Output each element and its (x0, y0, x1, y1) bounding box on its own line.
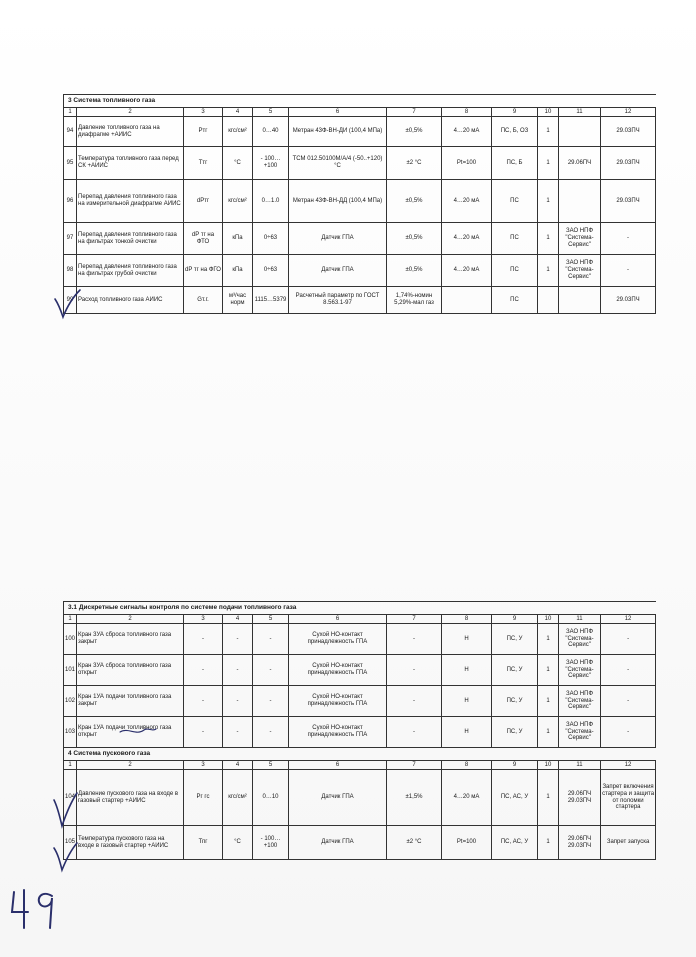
sensor: Датчик ГПА (289, 770, 387, 826)
signal: 4…20 мА (442, 255, 492, 287)
header-cell: 4 (223, 761, 253, 770)
fuel-gas-table (63, 94, 656, 314)
discrete-and-start-gas-table (63, 601, 656, 860)
col-12: 29.03ПЧ (601, 117, 656, 147)
row-number: 100 (64, 624, 77, 655)
unit: - (223, 655, 253, 686)
row-number: 99 (64, 287, 77, 314)
sensor: Сухой НО-контакт принадлежность ГПА (289, 717, 387, 748)
designation: - (184, 717, 223, 748)
row-number: 101 (64, 655, 77, 686)
quantity: 1 (538, 223, 559, 255)
signal: 4…20 мА (442, 117, 492, 147)
header-cell: 8 (442, 108, 492, 117)
signal: Pt=100 (442, 826, 492, 860)
header-cell: 8 (442, 615, 492, 624)
parameter-name: Перепад давления топливного газа на измерительной диафрагме АИИС (77, 180, 184, 223)
accuracy: 1,74%-номин 5,29%-мал газ (387, 287, 442, 314)
sensor: Расчетный параметр по ГОСТ 8.563.1-97 (289, 287, 387, 314)
signal: 4…20 мА (442, 770, 492, 826)
header-cell: 11 (559, 761, 601, 770)
parameter-name: Кран 1УА подачи топливного газа закрыт (77, 686, 184, 717)
parameter-name: Перепад давления топливного газа на фильтрах грубой очистки (77, 255, 184, 287)
unit: - (223, 624, 253, 655)
col-11: 29.06ПЧ (559, 147, 601, 180)
col-12: Запрет включения стартера и защита от поломки стартера (601, 770, 656, 826)
sensor: Сухой НО-контакт принадлежность ГПА (289, 655, 387, 686)
header-cell: 2 (77, 108, 184, 117)
header-cell: 1 (64, 108, 77, 117)
parameter-name: Температура топливного газа перед СК +АИИС (77, 147, 184, 180)
col-12: - (601, 717, 656, 748)
quantity: 1 (538, 826, 559, 860)
row-number: 95 (64, 147, 77, 180)
function: ПС, Б, ОЗ (492, 117, 538, 147)
unit: °С (223, 826, 253, 860)
accuracy: ±1,5% (387, 770, 442, 826)
col-12: 29.03ПЧ (601, 180, 656, 223)
function: ПС (492, 255, 538, 287)
designation: dP тг на ФТО (184, 223, 223, 255)
accuracy: ±0,5% (387, 223, 442, 255)
col-12: Запрет запуска (601, 826, 656, 860)
col-11 (559, 117, 601, 147)
col-11: 29.06ПЧ 29.03ПЧ (559, 770, 601, 826)
table-row (64, 287, 656, 314)
range: - (253, 624, 289, 655)
header-cell: 11 (559, 108, 601, 117)
quantity: 1 (538, 624, 559, 655)
quantity: 1 (538, 717, 559, 748)
table-row (64, 180, 656, 223)
function: ПС, У (492, 655, 538, 686)
table-row (64, 717, 656, 748)
signal: Н (442, 655, 492, 686)
col-11: ЗАО НПФ "Система-Сервис" (559, 223, 601, 255)
parameter-name: Температура пускового газа на входе в газовый стартер +АИИС (77, 826, 184, 860)
function: ПС, У (492, 686, 538, 717)
quantity (538, 287, 559, 314)
designation: - (184, 686, 223, 717)
unit: кгс/см² (223, 117, 253, 147)
section-title: 3.1 Дискретные сигналы контроля по системе подачи топливного газа (64, 602, 656, 615)
col-11 (559, 180, 601, 223)
parameter-name: Кран 3УА сброса топливного газа закрыт (77, 624, 184, 655)
quantity: 1 (538, 655, 559, 686)
accuracy: ±0,5% (387, 180, 442, 223)
quantity: 1 (538, 770, 559, 826)
header-cell: 11 (559, 615, 601, 624)
range: - (253, 686, 289, 717)
table-row (64, 117, 656, 147)
unit: м³/час норм (223, 287, 253, 314)
sensor: Датчик ГПА (289, 223, 387, 255)
unit: кПа (223, 255, 253, 287)
header-cell: 12 (601, 615, 656, 624)
col-11 (559, 287, 601, 314)
row-number: 103 (64, 717, 77, 748)
col-12: - (601, 655, 656, 686)
quantity: 1 (538, 147, 559, 180)
sensor: ТСМ 012.50100М/А/4 (-50..+120) °С (289, 147, 387, 180)
sensor: Метран 43Ф-ВН-ДИ (100,4 МПа) (289, 117, 387, 147)
signal (442, 287, 492, 314)
header-cell: 1 (64, 615, 77, 624)
range: - 100…+100 (253, 826, 289, 860)
unit: - (223, 686, 253, 717)
parameter-name: Перепад давления топливного газа на фильтрах тонкой очистки (77, 223, 184, 255)
function: ПС (492, 223, 538, 255)
header-cell: 3 (184, 761, 223, 770)
accuracy: - (387, 717, 442, 748)
accuracy: - (387, 624, 442, 655)
function: ПС, У (492, 717, 538, 748)
function: ПС, У (492, 624, 538, 655)
header-cell: 1 (64, 761, 77, 770)
unit: - (223, 717, 253, 748)
signal: Pt=100 (442, 147, 492, 180)
row-number: 104 (64, 770, 77, 826)
header-cell: 5 (253, 761, 289, 770)
range: 0…1.0 (253, 180, 289, 223)
table-row (64, 655, 656, 686)
table-row (64, 624, 656, 655)
header-cell: 7 (387, 108, 442, 117)
function: ПС, АС, У (492, 826, 538, 860)
col-12: - (601, 255, 656, 287)
sensor: Метран 43Ф-ВН-ДД (100,4 МПа) (289, 180, 387, 223)
col-12: - (601, 223, 656, 255)
signal: Н (442, 717, 492, 748)
sensor: Датчик ГПА (289, 826, 387, 860)
range: 1115…5379 (253, 287, 289, 314)
unit: °С (223, 147, 253, 180)
function: ПС (492, 180, 538, 223)
range: 0…40 (253, 117, 289, 147)
header-cell: 6 (289, 615, 387, 624)
parameter-name: Кран 3УА сброса топливного газа открыт (77, 655, 184, 686)
header-cell: 5 (253, 615, 289, 624)
row-number: 102 (64, 686, 77, 717)
unit: кгс/см² (223, 180, 253, 223)
col-11: ЗАО НПФ "Система-Сервис" (559, 717, 601, 748)
table-row (64, 223, 656, 255)
header-cell: 2 (77, 761, 184, 770)
quantity: 1 (538, 180, 559, 223)
quantity: 1 (538, 117, 559, 147)
col-12: - (601, 686, 656, 717)
signal: Н (442, 686, 492, 717)
col-11: 29.06ПЧ 29.03ПЧ (559, 826, 601, 860)
designation: Gт.г. (184, 287, 223, 314)
row-number: 97 (64, 223, 77, 255)
header-cell: 12 (601, 108, 656, 117)
accuracy: - (387, 655, 442, 686)
header-cell: 4 (223, 615, 253, 624)
range: - (253, 655, 289, 686)
accuracy: - (387, 686, 442, 717)
col-11: ЗАО НПФ "Система-Сервис" (559, 255, 601, 287)
header-cell: 3 (184, 615, 223, 624)
designation: - (184, 655, 223, 686)
accuracy: ±2 °С (387, 826, 442, 860)
function: ПС (492, 287, 538, 314)
header-cell: 10 (538, 108, 559, 117)
designation: - (184, 624, 223, 655)
col-11: ЗАО НПФ "Система-Сервис" (559, 624, 601, 655)
header-cell: 9 (492, 108, 538, 117)
header-cell: 10 (538, 615, 559, 624)
signal: 4…20 мА (442, 223, 492, 255)
header-cell: 9 (492, 615, 538, 624)
table-row (64, 770, 656, 826)
section-title: 3 Система топливного газа (64, 95, 656, 108)
header-row (64, 108, 656, 117)
function: ПС, АС, У (492, 770, 538, 826)
unit: кПа (223, 223, 253, 255)
row-number: 96 (64, 180, 77, 223)
sensor: Датчик ГПА (289, 255, 387, 287)
table-row (64, 147, 656, 180)
header-cell: 6 (289, 108, 387, 117)
header-row (64, 615, 656, 624)
sensor: Сухой НО-контакт принадлежность ГПА (289, 624, 387, 655)
header-cell: 6 (289, 761, 387, 770)
section-title: 4 Система пускового газа (64, 748, 656, 761)
header-cell: 7 (387, 615, 442, 624)
parameter-name: Давление пускового газа на входе в газовый стартер +АИИС (77, 770, 184, 826)
row-number: 94 (64, 117, 77, 147)
range: 0…10 (253, 770, 289, 826)
row-number: 98 (64, 255, 77, 287)
range: 0÷63 (253, 255, 289, 287)
row-number: 105 (64, 826, 77, 860)
col-12: 29.03ПЧ (601, 147, 656, 180)
accuracy: ±0,5% (387, 255, 442, 287)
table-row (64, 686, 656, 717)
designation: Ттг (184, 147, 223, 180)
quantity: 1 (538, 255, 559, 287)
header-cell: 2 (77, 615, 184, 624)
designation: Ртг (184, 117, 223, 147)
col-11: ЗАО НПФ "Система-Сервис" (559, 655, 601, 686)
designation: dP тг на ФГО (184, 255, 223, 287)
parameter-name: Давление топливного газа на диафрагме +АИИС (77, 117, 184, 147)
header-cell: 5 (253, 108, 289, 117)
table-row (64, 826, 656, 860)
header-cell: 10 (538, 761, 559, 770)
designation: Тпг (184, 826, 223, 860)
col-12: - (601, 624, 656, 655)
sensor: Сухой НО-контакт принадлежность ГПА (289, 686, 387, 717)
header-cell: 9 (492, 761, 538, 770)
header-cell: 8 (442, 761, 492, 770)
range: - (253, 717, 289, 748)
parameter-name: Расход топливного газа АИИС (77, 287, 184, 314)
parameter-name: Кран 1УА подачи топливного газа открыт (77, 717, 184, 748)
unit: кгс/см² (223, 770, 253, 826)
header-cell: 7 (387, 761, 442, 770)
designation: Рг гс (184, 770, 223, 826)
header-cell: 3 (184, 108, 223, 117)
col-12: 29.03ПЧ (601, 287, 656, 314)
header-cell: 12 (601, 761, 656, 770)
range: 0÷63 (253, 223, 289, 255)
signal: 4…20 мА (442, 180, 492, 223)
function: ПС, Б (492, 147, 538, 180)
accuracy: ±2 °С (387, 147, 442, 180)
signal: Н (442, 624, 492, 655)
table-row (64, 255, 656, 287)
header-row (64, 761, 656, 770)
quantity: 1 (538, 686, 559, 717)
accuracy: ±0,5% (387, 117, 442, 147)
range: - 100…+100 (253, 147, 289, 180)
header-cell: 4 (223, 108, 253, 117)
col-11: ЗАО НПФ "Система-Сервис" (559, 686, 601, 717)
designation: dPтг (184, 180, 223, 223)
